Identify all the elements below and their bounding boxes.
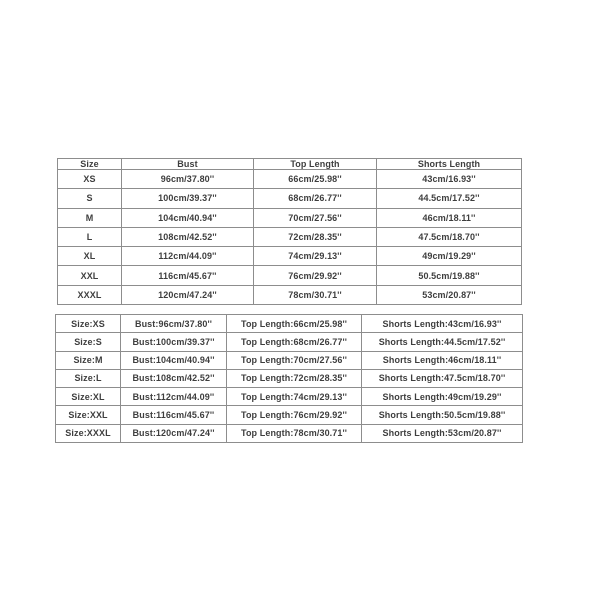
table-row-m	[58, 208, 522, 227]
top-length-cell: 70cm/27.56''	[254, 208, 377, 227]
combined-size-chart-table	[55, 314, 523, 443]
bust-cell: 120cm/47.24''	[122, 285, 254, 304]
top-length-cell: Top Length:74cm/29.13''	[227, 388, 362, 406]
shorts-length-cell: 53cm/20.87''	[377, 285, 522, 304]
bust-cell: Bust:96cm/37.80''	[121, 315, 227, 333]
shorts-length-cell: Shorts Length:53cm/20.87''	[362, 424, 523, 442]
size-cell: M	[58, 208, 122, 227]
bust-cell: Bust:112cm/44.09''	[121, 388, 227, 406]
top-length-cell: 66cm/25.98''	[254, 170, 377, 189]
top-length-cell: 72cm/28.35''	[254, 227, 377, 246]
top-length-cell: Top Length:72cm/28.35''	[227, 369, 362, 387]
shorts-length-cell: Shorts Length:44.5cm/17.52''	[362, 333, 523, 351]
table-row-xxxl	[58, 285, 522, 304]
top-length-cell: Top Length:68cm/26.77''	[227, 333, 362, 351]
shorts-length-cell: 47.5cm/18.70''	[377, 227, 522, 246]
table-row-xxl	[56, 406, 523, 424]
top-length-cell: 76cm/29.92''	[254, 266, 377, 285]
shorts-length-cell: 43cm/16.93''	[377, 170, 522, 189]
size-cell: Size:L	[56, 369, 121, 387]
column-header-shorts-length: Shorts Length	[377, 159, 522, 170]
size-cell: Size:M	[56, 351, 121, 369]
bust-cell: 96cm/37.80''	[122, 170, 254, 189]
top-length-cell: Top Length:76cm/29.92''	[227, 406, 362, 424]
size-cell: S	[58, 189, 122, 208]
top-length-cell: 78cm/30.71''	[254, 285, 377, 304]
bust-cell: Bust:116cm/45.67''	[121, 406, 227, 424]
shorts-length-cell: 44.5cm/17.52''	[377, 189, 522, 208]
table-row-xs	[56, 315, 523, 333]
table-row-l	[58, 227, 522, 246]
bust-cell: 104cm/40.94''	[122, 208, 254, 227]
header-row	[58, 159, 522, 170]
shorts-length-cell: Shorts Length:47.5cm/18.70''	[362, 369, 523, 387]
table-row-xl	[58, 247, 522, 266]
bust-cell: Bust:104cm/40.94''	[121, 351, 227, 369]
size-cell: L	[58, 227, 122, 246]
top-length-cell: Top Length:66cm/25.98''	[227, 315, 362, 333]
size-cell: Size:XS	[56, 315, 121, 333]
table-row-s	[56, 333, 523, 351]
column-header-bust: Bust	[122, 159, 254, 170]
top-length-cell: Top Length:78cm/30.71''	[227, 424, 362, 442]
shorts-length-cell: 49cm/19.29''	[377, 247, 522, 266]
size-cell: Size:XL	[56, 388, 121, 406]
top-length-cell: 74cm/29.13''	[254, 247, 377, 266]
shorts-length-cell: Shorts Length:50.5cm/19.88''	[362, 406, 523, 424]
shorts-length-cell: Shorts Length:43cm/16.93''	[362, 315, 523, 333]
column-header-top-length: Top Length	[254, 159, 377, 170]
column-header-size: Size	[58, 159, 122, 170]
size-cell: Size:XXL	[56, 406, 121, 424]
bust-cell: Bust:120cm/47.24''	[121, 424, 227, 442]
size-cell: XL	[58, 247, 122, 266]
table-row-s	[58, 189, 522, 208]
top-length-cell: Top Length:70cm/27.56''	[227, 351, 362, 369]
size-cell: XS	[58, 170, 122, 189]
table-row-xxl	[58, 266, 522, 285]
bust-cell: Bust:108cm/42.52''	[121, 369, 227, 387]
table-row-xxxl	[56, 424, 523, 442]
bust-cell: 100cm/39.37''	[122, 189, 254, 208]
shorts-length-cell: Shorts Length:49cm/19.29''	[362, 388, 523, 406]
shorts-length-cell: 46cm/18.11''	[377, 208, 522, 227]
table-row-xl	[56, 388, 523, 406]
bust-cell: 116cm/45.67''	[122, 266, 254, 285]
table-row-l	[56, 369, 523, 387]
shorts-length-cell: Shorts Length:46cm/18.11''	[362, 351, 523, 369]
size-chart-table	[57, 158, 522, 305]
table-row-xs	[58, 170, 522, 189]
table-row-m	[56, 351, 523, 369]
bust-cell: Bust:100cm/39.37''	[121, 333, 227, 351]
size-cell: Size:XXXL	[56, 424, 121, 442]
size-cell: Size:S	[56, 333, 121, 351]
bust-cell: 108cm/42.52''	[122, 227, 254, 246]
bust-cell: 112cm/44.09''	[122, 247, 254, 266]
size-cell: XXL	[58, 266, 122, 285]
size-cell: XXXL	[58, 285, 122, 304]
shorts-length-cell: 50.5cm/19.88''	[377, 266, 522, 285]
top-length-cell: 68cm/26.77''	[254, 189, 377, 208]
